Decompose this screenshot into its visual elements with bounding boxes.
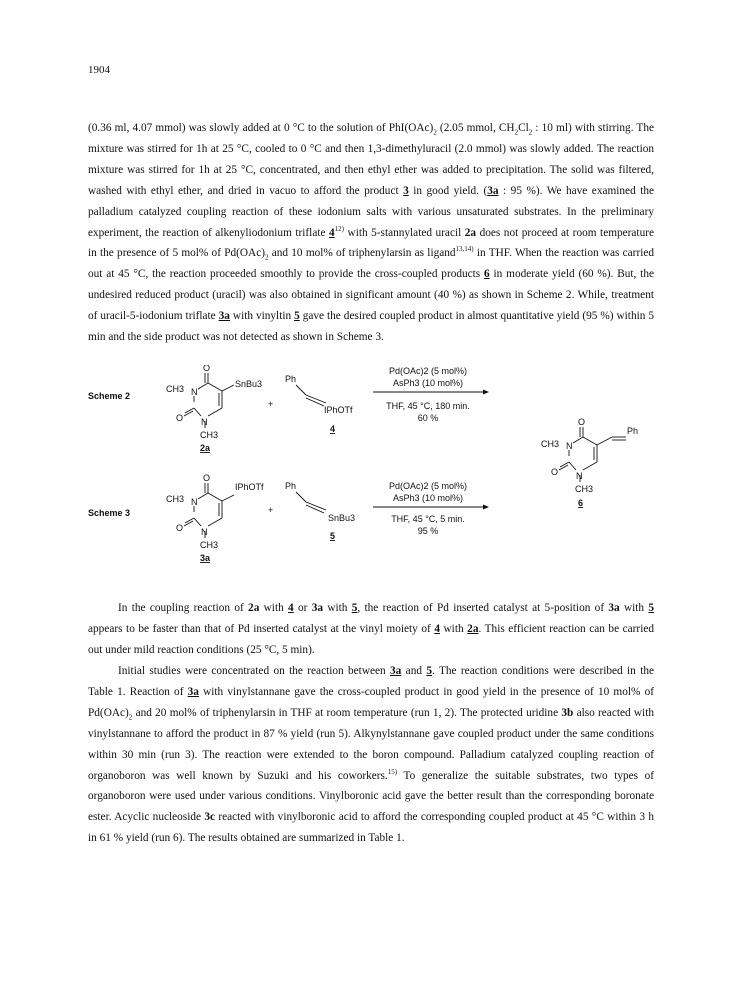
svg-text:SnBu3: SnBu3 xyxy=(328,513,356,523)
scheme-drawing xyxy=(88,365,654,565)
compound-ref: 4 xyxy=(329,226,335,239)
svg-text:Ph: Ph xyxy=(627,426,639,436)
svg-text:CH3: CH3 xyxy=(575,484,594,494)
compound-ref: 3 xyxy=(403,184,409,197)
s3-yield: 95 % xyxy=(417,526,439,536)
s2-condition-catalyst: Pd(OAc)2 (5 mol%) xyxy=(388,366,468,376)
page-number: 1904 xyxy=(88,64,110,76)
svg-text:CH3: CH3 xyxy=(200,540,219,550)
s3-condition-catalyst: Pd(OAc)2 (5 mol%) xyxy=(388,481,468,491)
citation: 13,14) xyxy=(455,245,474,254)
compound-ref: 6 xyxy=(484,268,490,281)
compound-ref: 3a xyxy=(608,602,620,614)
uracil-2a-structure xyxy=(184,373,234,428)
svg-text:N: N xyxy=(566,441,573,451)
svg-text:N: N xyxy=(191,497,198,507)
svg-text:IPhOTf: IPhOTf xyxy=(324,405,353,415)
s2-condition-temp: THF, 45 °C, 180 min. xyxy=(386,401,470,411)
svg-text:CH3: CH3 xyxy=(166,494,185,504)
compound-ref: 4 xyxy=(434,622,440,635)
compound-ref: 5 xyxy=(351,602,358,614)
s3-condition-ligand: AsPh3 (10 mol%) xyxy=(392,493,464,503)
svg-text:O: O xyxy=(203,365,211,373)
stannane-5-structure xyxy=(296,492,326,513)
paragraph-2: In the coupling reaction of 2a with 4 or 3a with 5, the reaction of Pd inserted catalyst at 5-position of 3a with 5 appears to be faster than that of Pd inserted catalyst at the vinyl moiety of 4 with 2a. This efficient reaction can be carried out under mild reaction conditions (25 °C, 5 min). xyxy=(88,602,655,656)
svg-text:N: N xyxy=(201,417,208,427)
s2-yield: 60 % xyxy=(417,413,439,423)
uracil-3a-structure xyxy=(184,483,234,538)
svg-text:IPhOTf: IPhOTf xyxy=(235,482,264,492)
svg-text:O: O xyxy=(176,523,184,533)
svg-text:N: N xyxy=(201,527,208,537)
svg-text:SnBu3: SnBu3 xyxy=(235,379,263,389)
svg-text:O: O xyxy=(203,473,211,483)
s3-condition-temp: THF, 45 °C, 5 min. xyxy=(391,514,465,524)
scheme2-label: Scheme 2 xyxy=(88,391,131,401)
compound-ref: 5 xyxy=(648,602,655,614)
compound-ref: 2a xyxy=(464,226,477,239)
svg-text:N: N xyxy=(191,387,198,397)
paragraph-3: Initial studies were concentrated on the reaction between 3a and 5. The reaction conditions were described in the Table 1. Reaction of 3a with vinylstannane gave the cross-coupled product in good yield in the presence of 10 mol% of $Pd(OAc)_2$ and 20 mol% of triphenylarsin in THF at room temperature (run 1, 2). The protected uridine 3b also reacted with vinylstannane to afford the product in 87 % yield (run 5). Alkynylstannane gave coupled product under the same conditions within 30 min (run 3). The reaction were extended to the boron compound. Palladium catalyzed coupling reaction of organoboron was well known by Suzuki and his coworkers.$^{15)}$ To generalize the suitable substrates, two types of organoboron were used under various conditions. Vinylboronic acid gave the better result than the corresponding boronate ester. Acyclic nucleoside 3c reacted with vinylboronic acid to afford the corresponding coupled product at 45 °C within 3 h in 61 % yield (run 6). The results obtained are summarized in Table 1. xyxy=(88,665,655,845)
compound-ref: 2a xyxy=(467,622,479,635)
compound-ref: 3a xyxy=(218,310,230,323)
svg-text:N: N xyxy=(576,471,583,481)
compound-ref: 3a xyxy=(187,685,199,698)
compound-ref: 3a xyxy=(311,602,324,614)
svg-text:CH3: CH3 xyxy=(200,430,219,440)
reaction-schemes xyxy=(88,365,654,565)
svg-text:O: O xyxy=(578,417,586,427)
svg-text:O: O xyxy=(551,467,559,477)
citation: 12) xyxy=(334,224,345,233)
scheme3-label: Scheme 3 xyxy=(88,508,131,518)
svg-text:O: O xyxy=(176,413,184,423)
paragraph-1: (0.36 ml, 4.07 mmol) was slowly added at 0 °C to the solution of $PhI(OAc)_2$ (2.05 mmol, $CH_2Cl_2$ : 10 ml) with stirring. The mixture was stirred for 1h at 25 °C, cooled to 0 °C and then 1,3-dimethyluracil (2.0 mmol) was slowly added. The reaction mixture was stirred for 1h at 25 °C, concentrated, and then ethyl ether was added to precipitation. The solid was filtered, washed with ethyl ether, and dried in vacuo to afford the product 3 in good yield. (3a : 95 %). We have examined the palladium catalyzed coupling reaction of these iodonium salts with various unsaturated substrates. In the preliminary experiment, the reaction of alkenyliodonium triflate 4$^{12)}$ with 5-stannylated uracil 2a does not proceed at room temperature in the presence of 5 mol% of $Pd(OAc)_2$ and 10 mol% of triphenylarsin as ligand$^{13,14)}$ in THF. When the reaction was carried out at 45 °C, the reaction proceeded smoothly to provide the cross-coupled products 6 in moderate yield (60 %). But, the undesired reduced product (uracil) was also obtained in significant amount (40 %) as shown in Scheme 2. While, treatment of uracil-5-iodonium triflate 3a with vinyltin 5 gave the desired coupled product in almost quantitative yield (95 %) within 5 min and the side product was not detected as shown in Scheme 3. xyxy=(88,122,655,344)
compound-6-label: 6 xyxy=(578,498,584,508)
svg-text:CH3: CH3 xyxy=(166,384,185,394)
svg-text:CH3: CH3 xyxy=(541,439,560,449)
compound-3a-label: 3a xyxy=(200,553,211,563)
compound-ref: 3a xyxy=(487,184,499,197)
svg-text:+: + xyxy=(268,505,274,515)
compound-ref: 2a xyxy=(248,602,260,614)
citation: 15) xyxy=(387,767,398,776)
svg-text:+: + xyxy=(268,399,274,409)
compound-4-label: 4 xyxy=(330,424,336,434)
iodonium-4-structure xyxy=(296,385,326,406)
svg-text:Ph: Ph xyxy=(285,481,297,491)
product-6-structure xyxy=(559,427,626,482)
compound-2a-label: 2a xyxy=(200,443,211,453)
compound-ref: 3a xyxy=(390,665,402,677)
compound-ref: 4 xyxy=(288,602,294,614)
compound-ref: 5 xyxy=(426,665,433,677)
svg-text:Ph: Ph xyxy=(285,374,297,384)
compound-ref: 5 xyxy=(294,310,300,323)
compound-ref: 3c xyxy=(204,811,215,824)
compound-5-label: 5 xyxy=(330,531,336,541)
s2-condition-ligand: AsPh3 (10 mol%) xyxy=(392,378,464,388)
compound-ref: 3b xyxy=(561,706,574,719)
